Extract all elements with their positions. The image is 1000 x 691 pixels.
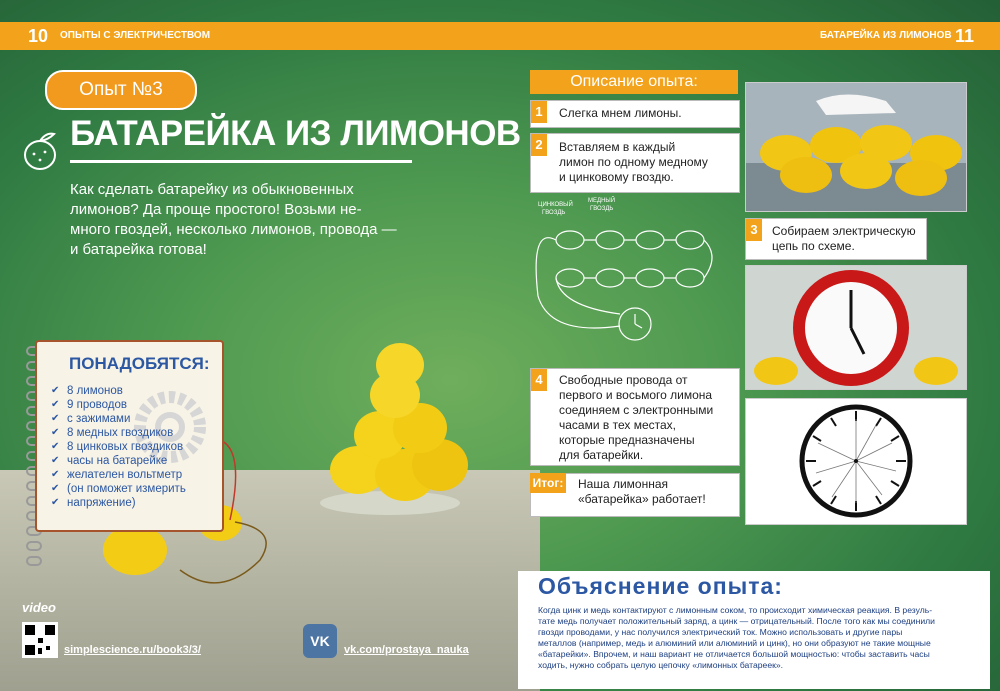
vk-logo-icon[interactable]: VK <box>303 624 337 658</box>
site-link[interactable]: simplescience.ru/book3/3/ <box>64 644 201 656</box>
clock-illustration <box>745 398 967 525</box>
step-line: часами в тех местах, <box>559 418 676 432</box>
copper-label: МЕДНЫЙ <box>588 198 616 204</box>
step-text <box>559 373 713 463</box>
photo-lemons-nails <box>745 82 967 212</box>
step-text <box>772 224 916 254</box>
video-label: video <box>22 600 56 615</box>
result-text <box>578 477 706 507</box>
photo-clock <box>745 265 967 390</box>
intro-text <box>70 180 410 260</box>
title-underline <box>70 160 412 163</box>
vk-link[interactable]: vk.com/prostaya_nauka <box>344 644 469 656</box>
explanation-line: гвозди проводами, у нас получился электрический ток. Можно использовать и другие пары <box>538 627 903 637</box>
explanation-line: металлов (например, медь и алюминий или алюминий и цинк), но они образуют не такие мощные <box>538 638 931 648</box>
right-section-title: БАТАРЕЙКА ИЗ ЛИМОНОВ <box>820 30 952 41</box>
explanation-text <box>538 605 978 671</box>
step-1 <box>530 100 740 128</box>
intro-line: лимонов? Да проще простого! Возьми не- <box>70 201 362 218</box>
page-title: БАТАРЕЙКА ИЗ ЛИМОНОВ <box>70 114 521 153</box>
lemon-icon <box>20 128 62 174</box>
step-line: которые предназначены <box>559 433 695 447</box>
zinc-label: ГВОЗДЬ <box>542 210 566 216</box>
explanation-line: «батарейки». Впрочем, и наш вариант не отличается большой мощностью: чтобы заставить часы <box>538 649 930 659</box>
explanation-line: Когда цинк и медь контактируют с лимонным соком, то происходит химическая реакция. В резуль- <box>538 605 933 615</box>
result-line: Наша лимонная <box>578 477 669 491</box>
step-number: 2 <box>531 134 547 156</box>
step-line: соединяем с электронными <box>559 403 714 417</box>
materials-title: ПОНАДОБЯТСЯ: <box>69 354 210 373</box>
explanation-line: ходить, нужно собрать целую цепочку «лимонных батареек». <box>538 660 784 670</box>
left-section-title: ОПЫТЫ С ЭЛЕКТРИЧЕСТВОМ <box>60 30 211 41</box>
explanation-box <box>518 571 990 689</box>
step-3 <box>745 218 927 260</box>
step-2 <box>530 133 740 193</box>
step-number: 4 <box>531 369 547 391</box>
step-line: Свободные провода от <box>559 373 688 387</box>
step-text: Слегка мнем лимоны. <box>559 106 682 120</box>
step-line: и цинковому гвоздю. <box>559 170 674 184</box>
step-number: 1 <box>531 101 547 123</box>
step-line: первого и восьмого лимона <box>559 388 713 402</box>
step-line: для батарейки. <box>559 448 644 462</box>
intro-line: много гвоздей, несколько лимонов, провода — <box>70 221 397 238</box>
step-line: цепь по схеме. <box>772 239 855 253</box>
description-heading: Описание опыта: <box>530 70 738 94</box>
materials-notebook <box>35 340 224 532</box>
explanation-line: тате медь получает положительный заряд, а цинк — отрицательный. После того как мы соединили <box>538 616 935 626</box>
circuit-diagram <box>530 196 740 360</box>
list-item: ✔ с зажимами <box>51 412 186 426</box>
step-4 <box>530 368 740 466</box>
step-text <box>559 140 708 185</box>
copper-label: ГВОЗДЬ <box>590 206 614 212</box>
list-item: ✔ часы на батарейке <box>51 454 186 468</box>
zinc-label: ЦИНКОВЫЙ <box>538 202 573 208</box>
list-item: ✔ 8 цинковых гвоздиков <box>51 440 186 454</box>
left-page-number: 10 <box>28 26 49 46</box>
step-line: лимон по одному медному <box>559 155 708 169</box>
experiment-label: Опыт №3 <box>45 70 197 110</box>
step-line: Собираем электрическую <box>772 224 916 238</box>
result-line: «батарейка» работает! <box>578 492 706 506</box>
step-number: 3 <box>746 219 762 241</box>
explanation-title: Объяснение опыта: <box>538 573 783 599</box>
intro-line: Как сделать батарейку из обыкновенных <box>70 181 354 198</box>
step-line: Вставляем в каждый <box>559 140 676 154</box>
list-item: ✔ 8 медных гвоздиков <box>51 426 186 440</box>
qr-code-icon[interactable] <box>22 622 58 658</box>
result-label: Итог: <box>530 473 566 493</box>
list-item: ✔ желателен вольтметр <box>51 468 186 482</box>
list-item: ✔ (он поможет измерить <box>51 482 186 496</box>
materials-list <box>51 384 186 510</box>
list-item: ✔ 8 лимонов <box>51 384 186 398</box>
list-item: ✔ напряжение) <box>51 496 186 510</box>
intro-line: и батарейка готова! <box>70 241 207 258</box>
list-item: ✔ 9 проводов <box>51 398 186 412</box>
right-page-number: 11 <box>955 26 975 46</box>
